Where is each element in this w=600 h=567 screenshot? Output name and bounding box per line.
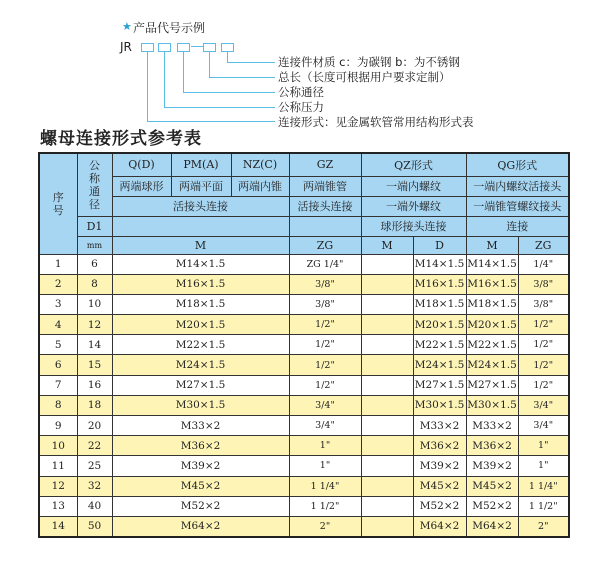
cell-m: M39×2	[112, 456, 289, 476]
cell-no: 14	[39, 516, 77, 536]
cell-qz-m	[361, 436, 413, 456]
cell-d1: 14	[77, 335, 112, 355]
label-material: 连接件材质 c：为碳钢 b：为不锈钢	[278, 55, 460, 69]
table-row	[39, 395, 569, 415]
cell-no: 3	[39, 294, 77, 314]
cell-zg: 1/2"	[289, 375, 361, 395]
cell-qz-m	[361, 456, 413, 476]
code-box-material	[221, 43, 234, 52]
cell-qg-m: M27×1.5	[466, 375, 518, 395]
table-row	[39, 416, 569, 436]
cell-m: M24×1.5	[112, 355, 289, 375]
cell-m: M64×2	[112, 516, 289, 536]
cell-qz-m	[361, 335, 413, 355]
cell-zg: 1/2"	[289, 335, 361, 355]
cell-qg-zg: 1/2"	[518, 315, 569, 335]
cell-m: M14×1.5	[112, 254, 289, 274]
cell-no: 1	[39, 254, 77, 274]
table-row	[39, 496, 569, 516]
label-pressure: 公称压力	[278, 100, 324, 114]
connector-line	[209, 77, 275, 78]
cell-qg-m: M45×2	[466, 476, 518, 496]
header-cell: GZ	[289, 153, 361, 176]
code-box-connection	[141, 43, 154, 52]
cell-qz-d: M18×1.5	[413, 294, 466, 314]
cell-qz-d: M14×1.5	[413, 254, 466, 274]
cell-no: 11	[39, 456, 77, 476]
label-length: 总长（长度可根据用户要求定制）	[278, 70, 451, 84]
cell-m: M18×1.5	[112, 294, 289, 314]
connector-line	[147, 52, 148, 122]
cell-d1: 32	[77, 476, 112, 496]
cell-qz-d: M30×1.5	[413, 395, 466, 415]
cell-qg-zg: 1 1/2"	[518, 496, 569, 516]
cell-qz-d: M36×2	[413, 436, 466, 456]
cell-d1: 12	[77, 315, 112, 335]
code-prefix: JR	[120, 40, 132, 54]
connector-line	[209, 52, 210, 78]
cell-qg-zg: 2"	[518, 516, 569, 536]
cell-zg: 1 1/2"	[289, 496, 361, 516]
cell-qz-m	[361, 355, 413, 375]
label-connection: 连接形式：见金属软管常用结构形式表	[278, 115, 474, 129]
cell-qz-d: M22×1.5	[413, 335, 466, 355]
cell-m: M16×1.5	[112, 274, 289, 294]
cell-qz-d: M45×2	[413, 476, 466, 496]
header-cell: 两端锥管	[289, 176, 361, 196]
star-icon: ★	[122, 20, 132, 33]
cell-d1: 15	[77, 355, 112, 375]
table-row	[39, 294, 569, 314]
header-cell: M	[361, 236, 413, 254]
cell-qg-zg: 3/8"	[518, 294, 569, 314]
cell-no: 7	[39, 375, 77, 395]
header-cell: QZ形式	[361, 153, 466, 176]
header-cell: 一端外螺纹	[361, 196, 466, 216]
cell-qg-m: M24×1.5	[466, 355, 518, 375]
cell-zg: 1"	[289, 456, 361, 476]
table-row	[39, 315, 569, 335]
cell-qg-zg: 1/2"	[518, 355, 569, 375]
cell-qz-d: M16×1.5	[413, 274, 466, 294]
header-cell: 一端锥管螺纹接头	[466, 196, 569, 216]
header-cell: 活接头连接	[112, 196, 289, 216]
cell-d1: 20	[77, 416, 112, 436]
cell-qg-m: M30×1.5	[466, 395, 518, 415]
connector-line	[164, 52, 165, 108]
cell-qz-m	[361, 395, 413, 415]
cell-qg-m: M16×1.5	[466, 274, 518, 294]
code-box-diameter	[177, 43, 190, 52]
cell-d1: 22	[77, 436, 112, 456]
connector-line	[183, 92, 275, 93]
table-title: 螺母连接形式参考表	[40, 129, 202, 149]
header-cell: mm	[77, 236, 112, 254]
table-row	[39, 355, 569, 375]
cell-d1: 40	[77, 496, 112, 516]
header-seq: 序号	[39, 153, 77, 254]
header-cell: PM(A)	[171, 153, 231, 176]
cell-qz-d: M64×2	[413, 516, 466, 536]
table-row	[39, 274, 569, 294]
header-cell: M	[112, 236, 289, 254]
header-cell: QG形式	[466, 153, 569, 176]
header-cell: D1	[77, 216, 112, 236]
header-cell: 两端球形	[112, 176, 171, 196]
cell-no: 4	[39, 315, 77, 335]
cell-qg-m: M20×1.5	[466, 315, 518, 335]
cell-zg: 3/8"	[289, 274, 361, 294]
cell-qz-d: M33×2	[413, 416, 466, 436]
cell-zg: 1/2"	[289, 315, 361, 335]
cell-qz-d: M52×2	[413, 496, 466, 516]
cell-no: 13	[39, 496, 77, 516]
header-cell: ZG	[289, 236, 361, 254]
table-row	[39, 456, 569, 476]
cell-d1: 6	[77, 254, 112, 274]
connector-line	[183, 52, 184, 93]
cell-qg-m: M33×2	[466, 416, 518, 436]
header-cell: 活接头连接	[289, 196, 361, 216]
table-row	[39, 476, 569, 496]
cell-m: M52×2	[112, 496, 289, 516]
cell-m: M27×1.5	[112, 375, 289, 395]
table-row	[39, 516, 569, 536]
example-title: 产品代号示例	[133, 21, 206, 35]
cell-m: M30×1.5	[112, 395, 289, 415]
cell-zg: 1 1/4"	[289, 476, 361, 496]
cell-qg-m: M22×1.5	[466, 335, 518, 355]
cell-qz-d: M24×1.5	[413, 355, 466, 375]
header-cell: 两端内锥	[231, 176, 289, 196]
cell-no: 8	[39, 395, 77, 415]
cell-qg-zg: 3/8"	[518, 274, 569, 294]
cell-zg: ZG 1/4"	[289, 254, 361, 274]
header-cell	[289, 216, 361, 236]
cell-no: 6	[39, 355, 77, 375]
cell-no: 12	[39, 476, 77, 496]
cell-qg-m: M39×2	[466, 456, 518, 476]
cell-zg: 1"	[289, 436, 361, 456]
cell-qz-m	[361, 516, 413, 536]
cell-qz-m	[361, 496, 413, 516]
cell-no: 5	[39, 335, 77, 355]
header-cell: ZG	[518, 236, 569, 254]
cell-qz-d: M20×1.5	[413, 315, 466, 335]
connector-line	[164, 107, 275, 108]
cell-m: M20×1.5	[112, 315, 289, 335]
connector-line	[227, 62, 275, 63]
cell-qg-m: M64×2	[466, 516, 518, 536]
cell-m: M33×2	[112, 416, 289, 436]
cell-qg-m: M14×1.5	[466, 254, 518, 274]
cell-d1: 16	[77, 375, 112, 395]
cell-d1: 18	[77, 395, 112, 415]
cell-no: 9	[39, 416, 77, 436]
header-cell: 一端内螺纹活接头	[466, 176, 569, 196]
cell-d1: 25	[77, 456, 112, 476]
cell-qg-zg: 1"	[518, 456, 569, 476]
cell-no: 10	[39, 436, 77, 456]
cell-qg-m: M52×2	[466, 496, 518, 516]
cell-zg: 2"	[289, 516, 361, 536]
label-diameter: 公称通径	[278, 85, 324, 99]
code-box-length	[203, 43, 216, 52]
cell-m: M22×1.5	[112, 335, 289, 355]
code-dash	[191, 46, 203, 47]
header-cell: 球形接头连接	[361, 216, 466, 236]
connector-line	[147, 121, 275, 122]
header-nominal: 公称通径	[77, 153, 112, 216]
header-cell: 一端内螺纹	[361, 176, 466, 196]
cell-no: 2	[39, 274, 77, 294]
table-row	[39, 254, 569, 274]
header-cell: D	[413, 236, 466, 254]
code-box-pressure	[158, 43, 171, 52]
cell-zg: 3/8"	[289, 294, 361, 314]
cell-zg: 3/4"	[289, 416, 361, 436]
header-cell: 两端平面	[171, 176, 231, 196]
header-cell: NZ(C)	[231, 153, 289, 176]
cell-qz-m	[361, 416, 413, 436]
cell-qz-m	[361, 476, 413, 496]
cell-qg-m: M18×1.5	[466, 294, 518, 314]
table-row	[39, 335, 569, 355]
nut-connection-table	[38, 152, 570, 538]
cell-qz-d: M39×2	[413, 456, 466, 476]
header-cell: M	[466, 236, 518, 254]
cell-qg-m: M36×2	[466, 436, 518, 456]
cell-qg-zg: 1"	[518, 436, 569, 456]
cell-d1: 8	[77, 274, 112, 294]
cell-d1: 10	[77, 294, 112, 314]
header-cell: 连接	[466, 216, 569, 236]
cell-qg-zg: 1 1/4"	[518, 476, 569, 496]
header-cell	[112, 216, 289, 236]
table-row	[39, 375, 569, 395]
cell-m: M36×2	[112, 436, 289, 456]
cell-qz-m	[361, 254, 413, 274]
cell-qz-m	[361, 315, 413, 335]
cell-qz-d: M27×1.5	[413, 375, 466, 395]
cell-zg: 1/2"	[289, 355, 361, 375]
cell-qg-zg: 3/4"	[518, 416, 569, 436]
cell-d1: 50	[77, 516, 112, 536]
cell-qg-zg: 3/4"	[518, 395, 569, 415]
cell-qg-zg: 1/2"	[518, 335, 569, 355]
cell-qg-zg: 1/2"	[518, 375, 569, 395]
cell-qz-m	[361, 294, 413, 314]
cell-qg-zg: 1/4"	[518, 254, 569, 274]
cell-m: M45×2	[112, 476, 289, 496]
cell-qz-m	[361, 375, 413, 395]
table-row	[39, 436, 569, 456]
cell-qz-m	[361, 274, 413, 294]
cell-zg: 3/4"	[289, 395, 361, 415]
header-cell: Q(D)	[112, 153, 171, 176]
